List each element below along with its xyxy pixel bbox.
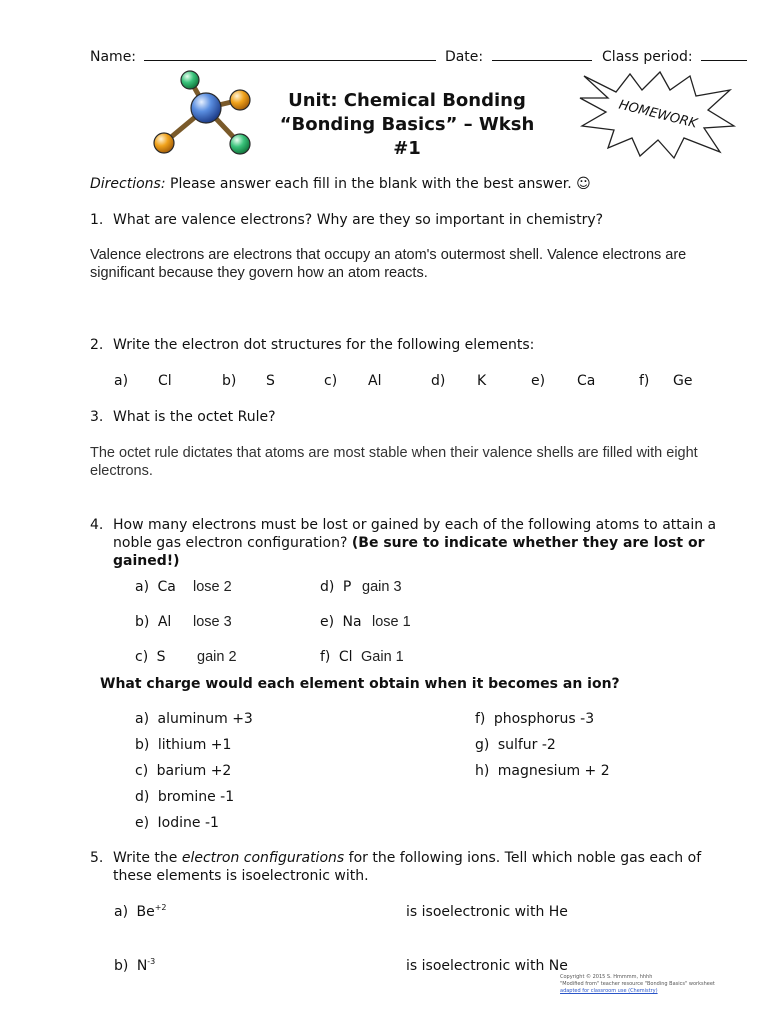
question-text: How many electrons must be lost or gained by each of the following atoms to attain a [113, 517, 717, 533]
copyright-footer [560, 974, 740, 995]
question-text: Write the [113, 850, 182, 866]
charge-answer: aluminum +3 [157, 711, 253, 727]
question-number: 4. [90, 517, 104, 533]
item-letter: b) [114, 958, 129, 974]
element-symbol: Ca [577, 373, 596, 389]
q4-item-c [135, 648, 166, 666]
ion-charge: -3 [147, 957, 156, 966]
q4-item-a [135, 578, 176, 596]
ion-symbol: N [136, 958, 148, 974]
item-letter: d) [135, 789, 150, 805]
item-letter: d) [320, 579, 335, 595]
question-number: 2. [90, 337, 104, 353]
question-text: What are valence electrons? Why are they so important in chemistry? [113, 212, 604, 228]
answer-line: Valence electrons are electrons that occupy an atom's outermost shell. Valence electrons are [90, 247, 687, 263]
title-line-2: “Bonding Basics” – Wksh #1 [279, 114, 535, 159]
question-text: noble gas electron configuration? [113, 535, 352, 551]
question-emphasis: (Be sure to indicate whether they are lost or [351, 535, 705, 551]
answer-line: electrons. [90, 463, 153, 479]
element-symbol: Cl [158, 373, 172, 389]
question-text: these elements is isoelectronic with. [113, 868, 369, 884]
q4-answer-c[interactable]: gain 2 [197, 649, 237, 665]
q4-answer-b[interactable]: lose 3 [193, 614, 232, 630]
item-letter: f) [639, 373, 650, 389]
date-blank[interactable] [492, 46, 592, 61]
element-symbol: S [266, 373, 275, 389]
molecule-icon [146, 68, 264, 162]
dot-structure-item-c [324, 372, 337, 390]
question-3 [90, 408, 276, 426]
item-letter: b) [222, 373, 237, 389]
q4-answer-e[interactable]: lose 1 [372, 614, 411, 630]
ion-symbol: Be [136, 904, 155, 920]
q4-answer-f[interactable]: Gain 1 [361, 649, 404, 665]
item-letter: e) [135, 815, 150, 831]
question-4 [90, 516, 716, 570]
item-letter: d) [431, 373, 446, 389]
question-2 [90, 336, 534, 354]
answer-3[interactable] [90, 444, 740, 480]
answer-line: significant because they govern how an atom reacts. [90, 265, 428, 281]
dot-structure-item-b [222, 372, 236, 390]
item-letter: a) [114, 373, 129, 389]
q4-answer-a[interactable]: lose 2 [193, 579, 232, 595]
name-label: Name: [90, 49, 137, 65]
question-text: Write the electron dot structures for the following elements: [113, 337, 535, 353]
period-blank[interactable] [701, 46, 747, 61]
answer-1[interactable] [90, 246, 740, 282]
directions [90, 175, 591, 193]
charge-item[interactable] [475, 762, 610, 780]
footer-line: "Modified from" teacher resource "Bonding Basics" worksheet [560, 981, 715, 987]
item-letter: c) [135, 763, 149, 779]
homework-badge [578, 68, 738, 160]
charge-item[interactable] [135, 736, 231, 754]
charge-answer: magnesium + 2 [497, 763, 610, 779]
directions-text: Please answer each fill in the blank with the best answer. ☺ [165, 176, 591, 192]
item-letter: f) [475, 711, 486, 727]
answer-line: The octet rule dictates that atoms are most stable when their valence shells are filled with eight [90, 445, 698, 461]
element-symbol: P [342, 579, 352, 595]
period-label: Class period: [602, 49, 693, 65]
question-text: What is the octet Rule? [113, 409, 276, 425]
item-letter: h) [475, 763, 490, 779]
dot-structure-item-f [639, 372, 649, 390]
question-number: 3. [90, 409, 104, 425]
item-letter: a) [114, 904, 129, 920]
q4-answer-d[interactable]: gain 3 [362, 579, 402, 595]
q4-item-f [320, 648, 353, 666]
item-letter: c) [135, 649, 149, 665]
name-blank[interactable] [144, 46, 436, 61]
dot-structure-item-a [114, 372, 128, 390]
date-label: Date: [444, 49, 484, 65]
element-symbol: S [156, 649, 166, 665]
page-title [266, 89, 548, 161]
question-emphasis: electron configurations [181, 850, 345, 866]
element-symbol: Al [368, 373, 382, 389]
item-letter: a) [135, 711, 150, 727]
charge-question: What charge would each element obtain when it becomes an ion? [100, 676, 620, 692]
dot-structure-element-c [368, 372, 381, 390]
item-letter: c) [324, 373, 338, 389]
q4-item-e [320, 613, 362, 631]
question-number: 5. [90, 850, 104, 866]
q5-item-b [114, 957, 155, 975]
q5-item-a [114, 903, 167, 921]
item-letter: e) [320, 614, 335, 630]
dot-structure-element-d [477, 372, 486, 390]
charge-item[interactable] [135, 788, 234, 806]
q5-answer-a[interactable]: is isoelectronic with He [406, 904, 568, 920]
item-letter: b) [135, 614, 150, 630]
dot-structure-element-b [266, 372, 275, 390]
item-letter: f) [320, 649, 331, 665]
charge-item[interactable] [475, 736, 556, 754]
element-symbol: Ca [157, 579, 176, 595]
element-symbol: K [477, 373, 487, 389]
q5-answer-b[interactable]: is isoelectronic with Ne [406, 958, 568, 974]
charge-answer: lithium +1 [157, 737, 232, 753]
question-emphasis: gained!) [113, 553, 180, 569]
dot-structure-item-e [531, 372, 545, 390]
dot-structure-element-a [158, 372, 172, 390]
item-letter: e) [531, 373, 546, 389]
item-letter: g) [475, 737, 490, 753]
charge-answer: bromine -1 [157, 789, 235, 805]
charge-item[interactable] [475, 710, 594, 728]
dot-structure-element-f [673, 372, 692, 390]
ion-charge: +2 [154, 903, 167, 912]
title-line-1: Unit: Chemical Bonding [288, 90, 526, 111]
element-symbol: Al [157, 614, 172, 630]
q4-item-b [135, 613, 171, 631]
dot-structure-element-e [577, 372, 595, 390]
charge-item[interactable] [135, 814, 219, 832]
charge-item[interactable] [135, 710, 253, 728]
q4-item-d [320, 578, 351, 596]
charge-answer: barium +2 [156, 763, 232, 779]
charge-answer: sulfur -2 [497, 737, 556, 753]
item-letter: a) [135, 579, 150, 595]
charge-answer: phosphorus -3 [493, 711, 595, 727]
charge-item[interactable] [135, 762, 231, 780]
directions-label: Directions: [90, 176, 166, 192]
item-letter: b) [135, 737, 150, 753]
footer-line: Copyright © 2015 S. Hmmmm, hhhh [560, 974, 653, 980]
question-text: for the following ions. Tell which noble gas each of [344, 850, 702, 866]
homework-badge-text: HOMEWORK [617, 97, 699, 132]
element-symbol: Ge [673, 373, 693, 389]
question-5 [90, 849, 701, 885]
question-1 [90, 211, 603, 229]
dot-structure-item-d [431, 372, 445, 390]
footer-link[interactable]: adapted for classroom use (Chemistry) [560, 988, 658, 994]
question-number: 1. [90, 212, 104, 228]
name-row [90, 46, 747, 66]
charge-answer: Iodine -1 [157, 815, 219, 831]
element-symbol: Na [342, 614, 362, 630]
element-symbol: Cl [338, 649, 353, 665]
